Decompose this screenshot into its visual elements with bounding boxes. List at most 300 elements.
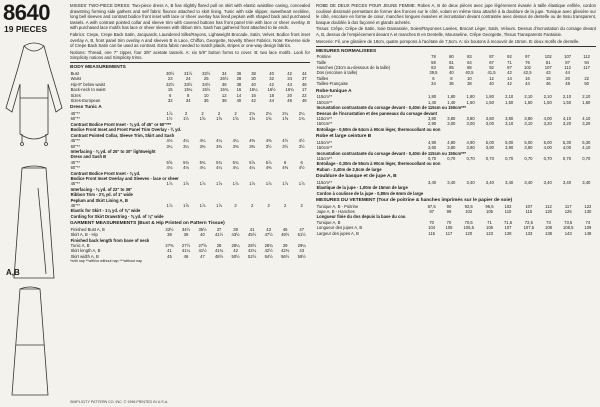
cell-value: 97 bbox=[525, 54, 530, 60]
robe-ceinture-title: Robe et large ceinture B bbox=[316, 134, 372, 140]
cell-value: 3,90 bbox=[485, 145, 494, 151]
cell-value: 3,90 bbox=[466, 145, 475, 151]
cell-value: 30 bbox=[251, 76, 256, 82]
cell-value: 15½ bbox=[202, 87, 211, 93]
dress-tunic-title: Dress Tunic A bbox=[70, 105, 102, 111]
cell-value: 3,90 bbox=[524, 145, 533, 151]
row-label: Tunique A, B bbox=[316, 219, 341, 225]
cell-value: 1⅞ bbox=[216, 202, 222, 208]
cell-value: 70 bbox=[446, 219, 452, 225]
cell-value: 88 bbox=[467, 65, 472, 71]
table-row bbox=[316, 81, 596, 86]
row-label: Bodice Front Inset and Front Panel Trim Overlay - ¾ yd. bbox=[70, 127, 182, 133]
cell-value: 42,5 bbox=[523, 70, 532, 76]
cell-value: 40 bbox=[200, 232, 205, 238]
cell-value: 3¼ bbox=[183, 143, 189, 149]
cell-value: 41 bbox=[167, 248, 172, 254]
cell-value: 50½ bbox=[231, 253, 240, 259]
cell-value: 105 bbox=[486, 208, 493, 214]
cell-value: 5,00 bbox=[524, 139, 533, 145]
cell-value: 1⅝ bbox=[282, 116, 289, 122]
cell-value: 16¼ bbox=[249, 87, 258, 93]
cell-value: 20 bbox=[565, 75, 570, 81]
cell-value: 4,10 bbox=[582, 115, 591, 121]
cell-value: 1½ bbox=[183, 116, 189, 122]
cell-value: 1,50 bbox=[562, 99, 572, 105]
cell-value: 43 bbox=[545, 70, 551, 76]
row-label: 115cm** bbox=[316, 115, 333, 121]
cell-value: 102 bbox=[523, 65, 531, 71]
row-label: Tailles-Française bbox=[316, 81, 349, 87]
row-label: Longueur finie du dos depuis la base du cou bbox=[316, 214, 406, 220]
garment-measurements-table bbox=[70, 227, 310, 259]
cell-value: 5¾ bbox=[216, 159, 222, 165]
doublure-title: Doublure de basque et de jupe A, B bbox=[316, 174, 397, 180]
cell-value: 38 bbox=[236, 81, 242, 87]
cell-value: 36 bbox=[236, 71, 242, 77]
cell-value: 2 bbox=[284, 202, 287, 208]
cell-value: 5,00 bbox=[485, 139, 494, 145]
cell-value: 44 bbox=[287, 81, 292, 87]
cell-value: 0,70 bbox=[582, 155, 591, 161]
cell-value: 47 bbox=[200, 253, 205, 259]
table-row bbox=[316, 167, 596, 172]
row-label: Jupe A, B - Hanches bbox=[316, 208, 355, 214]
cell-value: 105 bbox=[445, 225, 453, 231]
cell-value: 42 bbox=[251, 98, 256, 104]
cell-value: 14 bbox=[236, 92, 242, 98]
cell-value: 107 bbox=[525, 203, 533, 209]
mesures-vetement-table bbox=[316, 204, 596, 236]
cell-value: 120 bbox=[545, 208, 553, 214]
cell-value: 78 bbox=[431, 54, 436, 60]
cell-value: 148 bbox=[584, 230, 592, 236]
row-label: Dos (encolure à taille) bbox=[316, 70, 358, 76]
row-label: Finished back length from base of neck bbox=[70, 237, 150, 243]
cell-value: 4¼ bbox=[216, 165, 222, 171]
cell-value: 16 bbox=[251, 92, 256, 98]
cell-value: 2 bbox=[217, 111, 221, 117]
cell-value: 47 bbox=[299, 226, 305, 232]
cell-value: 4,00 bbox=[543, 115, 552, 121]
cell-value: 1,50 bbox=[505, 99, 514, 105]
row-label: 45"** bbox=[70, 138, 80, 144]
cell-value: 36 bbox=[221, 81, 227, 87]
row-label: Dessus de l'incrustation et des panneaux du corsage devant bbox=[316, 110, 437, 116]
cell-value: 96,5 bbox=[485, 203, 494, 209]
cell-value: 6 bbox=[169, 92, 172, 98]
cell-value: 1⅞ bbox=[183, 202, 189, 208]
cell-value: 34 bbox=[185, 98, 191, 104]
row-label: Dress and Sash B bbox=[70, 154, 107, 160]
cell-value: 32½ bbox=[166, 81, 175, 87]
cell-value: 133 bbox=[525, 230, 533, 236]
cell-value: 48 bbox=[301, 98, 307, 104]
cell-value: 109 bbox=[584, 225, 592, 231]
row-label: Sizes-European bbox=[70, 98, 101, 104]
cell-value: 117 bbox=[445, 230, 453, 236]
cell-value: 38 bbox=[167, 232, 172, 238]
cell-value: 85 bbox=[449, 65, 454, 71]
row-label: Ruban - 2,40m de 2,5cm de large bbox=[316, 166, 382, 172]
table-row bbox=[316, 191, 596, 196]
cell-value: 3,00 bbox=[485, 121, 494, 127]
cell-value: 0,70 bbox=[562, 155, 572, 161]
cell-value: 42¼ bbox=[248, 248, 257, 254]
cell-value: 50 bbox=[584, 81, 589, 87]
cell-value: 32 bbox=[167, 98, 173, 104]
cell-value: 87 bbox=[565, 59, 570, 65]
cell-value: 3,80 bbox=[466, 115, 475, 121]
cell-value: 1,80 bbox=[427, 94, 437, 100]
cell-value: 115 bbox=[525, 208, 533, 214]
cell-value: 15 bbox=[167, 87, 173, 93]
cell-value: 3,40 bbox=[505, 179, 514, 185]
cell-value: 1⅞ bbox=[183, 181, 189, 187]
cell-value: 40,5 bbox=[465, 70, 474, 76]
cell-value: 3½ bbox=[265, 143, 272, 149]
cell-value: 102 bbox=[465, 208, 473, 214]
cell-value: 28¼ bbox=[231, 243, 240, 248]
cell-value: 1⅞ bbox=[166, 181, 173, 187]
cell-value: 3½ bbox=[282, 143, 289, 149]
cell-value: 49½ bbox=[281, 232, 290, 238]
cell-value: 32½ bbox=[202, 71, 211, 77]
row-label: Elastique de la jupe - 1,00m de 15mm de large bbox=[316, 185, 408, 191]
cell-value: 1,50 bbox=[543, 99, 552, 105]
cell-value: 27⅝ bbox=[198, 243, 207, 248]
cell-value: 87,5 bbox=[427, 203, 436, 209]
cell-value: 42 bbox=[507, 70, 512, 76]
row-label: 150cm** bbox=[316, 121, 333, 127]
row-label: Taille bbox=[316, 59, 327, 65]
cell-value: 106 bbox=[486, 225, 493, 231]
cell-value: 107 bbox=[544, 65, 552, 71]
cell-value: 22 bbox=[301, 92, 307, 98]
cell-value: 1⅞ bbox=[298, 181, 305, 187]
cell-value: 105,5 bbox=[463, 225, 474, 231]
row-label: Tunique A, B - Poitrine bbox=[316, 203, 359, 209]
cell-value: 31½ bbox=[184, 71, 193, 77]
cell-value: 44 bbox=[301, 71, 307, 77]
cell-value: 115 bbox=[428, 230, 435, 236]
cell-value: 38 bbox=[467, 81, 472, 87]
cell-value: 108,5 bbox=[562, 225, 574, 231]
row-label: 150cm** bbox=[316, 99, 333, 105]
row-label: Interfacing - ⅜ yd. of 22" to 36" bbox=[70, 186, 133, 192]
cell-value: 1⅞ bbox=[232, 181, 239, 187]
row-label: Skirt length A, B bbox=[70, 248, 101, 254]
cell-value: 102 bbox=[544, 54, 552, 60]
cell-value: 1⅞ bbox=[249, 181, 256, 187]
row-label: 115cm** bbox=[316, 179, 333, 185]
cell-value: 34 bbox=[287, 76, 292, 82]
cell-value: 12 bbox=[489, 75, 494, 81]
cell-value: 58½ bbox=[297, 253, 306, 259]
cell-value: 6 bbox=[432, 75, 435, 81]
body-measurements-table bbox=[70, 71, 310, 103]
cell-value: 83 bbox=[467, 54, 472, 60]
cell-value: 56½ bbox=[281, 253, 290, 259]
cell-value: 3,80 bbox=[447, 145, 456, 151]
row-label: 115cm** bbox=[316, 155, 333, 161]
cell-value: 40 bbox=[236, 98, 242, 104]
cell-value: 1⅞ bbox=[216, 181, 222, 187]
cell-value: 43 bbox=[299, 248, 305, 254]
cell-value: 1¾ bbox=[298, 116, 305, 122]
row-label: Hip-9" below waist bbox=[70, 81, 105, 87]
robe-ceinture-table bbox=[316, 140, 596, 172]
cell-value: 102 bbox=[504, 203, 512, 209]
row-label: Incrustation contrastante du corsage devant - 0,40m de 115cm ou 150cm*** bbox=[316, 150, 467, 156]
cell-value: 16½ bbox=[267, 87, 276, 93]
cell-value: 4,90 bbox=[466, 139, 475, 145]
cell-value: 5,00 bbox=[505, 139, 514, 145]
row-label: Largeur des jupes A, B bbox=[316, 230, 359, 236]
cell-value: 22 bbox=[584, 75, 589, 81]
cell-value: 1⅞ bbox=[282, 181, 289, 187]
cell-value: 41¾ bbox=[214, 248, 224, 254]
row-label: 115cm** bbox=[316, 139, 333, 145]
cell-value: 5¾ bbox=[232, 159, 239, 165]
cell-value: 112 bbox=[583, 54, 590, 60]
cell-value: 2,10 bbox=[524, 94, 533, 100]
cell-value: 1,60 bbox=[582, 99, 591, 105]
cell-value: 29 bbox=[282, 243, 288, 248]
cell-value: 3½ bbox=[298, 143, 305, 149]
cell-value: 104 bbox=[428, 225, 436, 231]
cell-value: 71 bbox=[507, 59, 512, 65]
cell-value: 76 bbox=[525, 59, 530, 65]
cell-value: 44 bbox=[565, 70, 570, 76]
pattern-number: 8640 bbox=[3, 0, 50, 25]
cell-value: 5⅞ bbox=[265, 159, 272, 165]
cell-value: 4¼ bbox=[232, 138, 239, 144]
cell-value: 4⅜ bbox=[265, 165, 272, 171]
cell-value: 73,5 bbox=[564, 219, 573, 225]
cell-value: 41½ bbox=[214, 232, 224, 238]
cell-value: 4¼ bbox=[216, 138, 222, 144]
line-drawing-tunic-back bbox=[2, 38, 66, 288]
cell-value: 4⅛ bbox=[183, 165, 189, 171]
row-label: 45"** bbox=[70, 202, 80, 208]
cell-value: 1⅞ bbox=[265, 181, 272, 187]
cell-value: 29¼ bbox=[297, 243, 306, 248]
cell-value: 34 bbox=[221, 71, 227, 77]
cell-value: 27½ bbox=[181, 243, 191, 248]
cell-value: 1⅞ bbox=[199, 181, 206, 187]
cell-value: 3,20 bbox=[543, 121, 552, 127]
cell-value: 3,00 bbox=[466, 121, 475, 127]
cell-value: 20 bbox=[287, 92, 292, 98]
cell-value: 15¾ bbox=[220, 87, 229, 93]
cell-value: 74 bbox=[585, 219, 591, 225]
cell-value: 8 bbox=[187, 92, 190, 98]
cell-value: 46 bbox=[301, 81, 307, 87]
cell-value: 92,5 bbox=[464, 203, 473, 209]
cell-value: 2,10 bbox=[562, 94, 572, 100]
cell-value: 108 bbox=[545, 225, 553, 231]
cell-value: 16¾ bbox=[285, 87, 294, 93]
cell-value: 27⅜ bbox=[165, 243, 174, 248]
cell-value: 3,60 bbox=[427, 145, 437, 151]
cell-value: 4¼ bbox=[199, 165, 206, 171]
cell-value: 0,70 bbox=[505, 155, 514, 161]
cell-value: 46 bbox=[183, 253, 189, 259]
cell-value: 4⅜ bbox=[249, 138, 256, 144]
cell-value: 40 bbox=[251, 81, 256, 87]
row-label: Ribbon Trim - 2⅝ yd. of 1" wide bbox=[70, 192, 133, 198]
cell-value: 3,40 bbox=[543, 179, 552, 185]
cell-value: 33½ bbox=[184, 81, 193, 87]
footnote: *with nap **with/or without nap ***without nap bbox=[70, 259, 143, 264]
cell-value: 99 bbox=[446, 208, 452, 214]
cell-value: 3⅜ bbox=[249, 143, 256, 149]
cell-value: 1⅝ bbox=[249, 116, 256, 122]
cell-value: 42½ bbox=[264, 248, 273, 254]
cell-value: 3⅜ bbox=[199, 143, 206, 149]
mesures-normalisees-table bbox=[316, 54, 596, 86]
cell-value: 24 bbox=[185, 76, 191, 82]
body-measurements-title: BODY MEASUREMENTS bbox=[70, 65, 126, 71]
row-label: Bodice Front Inset Overlay and Sleeves - lace or sheer bbox=[70, 175, 179, 181]
cell-value: 2¼ bbox=[298, 111, 305, 117]
cell-value: 87 bbox=[489, 54, 494, 60]
row-label: 45"** bbox=[70, 111, 80, 117]
cell-value: 122 bbox=[584, 203, 592, 209]
cell-value: 71 bbox=[487, 219, 492, 225]
cell-value: 3,40 bbox=[562, 179, 572, 185]
cell-value: 39 bbox=[233, 226, 238, 232]
row-label: Back-neck to waist bbox=[70, 87, 106, 93]
row-label: Waist bbox=[70, 76, 81, 82]
cell-value: 92 bbox=[489, 65, 494, 71]
cell-value: 8 bbox=[450, 75, 453, 81]
cell-value: 2⅛ bbox=[265, 111, 272, 117]
cell-value: 18 bbox=[545, 75, 551, 81]
cell-value: 125 bbox=[564, 208, 572, 214]
cell-value: 97 bbox=[507, 65, 512, 71]
cell-value: 128 bbox=[504, 230, 512, 236]
cell-value: 0,70 bbox=[524, 155, 533, 161]
cell-value: 3,90 bbox=[505, 145, 514, 151]
cell-value: 28¾ bbox=[264, 243, 273, 248]
cell-value: 117 bbox=[583, 65, 590, 71]
cell-value: 48 bbox=[565, 81, 570, 87]
cell-value: 3,10 bbox=[524, 121, 533, 127]
cell-value: 1,50 bbox=[466, 99, 475, 105]
table-row bbox=[316, 127, 596, 132]
cell-value: 25 bbox=[203, 76, 209, 82]
table-row bbox=[70, 214, 310, 219]
cell-value: 5⅝ bbox=[166, 159, 173, 165]
cell-value: 10 bbox=[203, 92, 209, 98]
row-label: Hanches (23cm au-dessous de la taille) bbox=[316, 65, 391, 71]
cell-value: 73 bbox=[546, 219, 551, 225]
cell-value: 18 bbox=[269, 92, 274, 98]
cell-value: 41 bbox=[249, 226, 255, 232]
cell-value: 4¼ bbox=[232, 165, 239, 171]
cell-value: 1,80 bbox=[447, 94, 456, 100]
row-label: Incrustation contrastante du corsage devant - 0,40m de 115cm ou 150cm*** bbox=[316, 105, 467, 111]
cell-value: 44 bbox=[525, 81, 530, 87]
cell-value: 34½ bbox=[202, 81, 211, 87]
cell-value: 5,30 bbox=[582, 139, 591, 145]
cell-value: 2¼ bbox=[282, 111, 289, 117]
cell-value: 34½ bbox=[181, 226, 191, 232]
cell-value: 12 bbox=[221, 92, 227, 98]
cell-value: 46 bbox=[545, 81, 551, 87]
cell-value: 94 bbox=[584, 59, 589, 65]
cell-value: 2⅛ bbox=[249, 111, 256, 117]
cell-value: 0,70 bbox=[466, 155, 475, 161]
cell-value: 61 bbox=[449, 59, 454, 65]
cell-value: 42 bbox=[269, 81, 274, 87]
cell-value: 4,90 bbox=[427, 139, 437, 145]
cell-value: 4⅜ bbox=[265, 138, 272, 144]
cell-value: 123 bbox=[486, 230, 493, 236]
cell-value: 4,90 bbox=[447, 139, 456, 145]
french-fabrics: Tissus: Crêpe, Crêpe de Satin, Soie Damassée, Soies/Rayonnes Lavées, Brocart Léger, Satin, Velours. Dessus d'incrustation du corsage devant A, B, dessus de l'empiècement devant A et manches B en Dentelle, Mousseline, Crêpe Georgette, Tissus Transparents Fantaisie. bbox=[316, 26, 596, 37]
cell-value: 40 bbox=[269, 71, 274, 77]
row-label: 60"** bbox=[70, 116, 80, 122]
cell-value: 4,10 bbox=[582, 145, 591, 151]
cell-value: 3,40 bbox=[466, 179, 475, 185]
cell-value: 42 bbox=[507, 81, 512, 87]
row-label: 60"** bbox=[70, 143, 80, 149]
english-column bbox=[70, 3, 310, 265]
cell-value: 3,10 bbox=[505, 121, 514, 127]
robe-tunique-table bbox=[316, 94, 596, 132]
row-label: Longueur des jupes A, B bbox=[316, 225, 363, 231]
cell-value: 36 bbox=[449, 81, 454, 87]
cell-value: 4½ bbox=[282, 138, 289, 144]
cell-value: 4⅛ bbox=[166, 165, 173, 171]
cell-value: 16 bbox=[525, 75, 530, 81]
row-label: Cordon à coulisse de la jupe - 0,80m de 6mm de large bbox=[316, 190, 424, 196]
cell-value: 4,00 bbox=[543, 145, 552, 151]
cell-value: 38 bbox=[221, 98, 227, 104]
cell-value: 35½ bbox=[198, 226, 207, 232]
cell-value: 92 bbox=[507, 54, 512, 60]
french-column bbox=[316, 3, 596, 236]
row-label: Sizes bbox=[70, 92, 81, 98]
cell-value: 2,10 bbox=[543, 94, 552, 100]
cell-value: 4½ bbox=[298, 165, 305, 171]
cell-value: 4½ bbox=[298, 138, 305, 144]
cell-value: 107,5 bbox=[523, 225, 535, 231]
cell-value: 2 bbox=[267, 202, 270, 208]
cell-value: 3,80 bbox=[505, 115, 514, 121]
cell-value: 2 bbox=[300, 202, 303, 208]
cell-value: 58 bbox=[431, 59, 436, 65]
english-description: MISSES' TWO-PIECE DRESS: Two-piece dress A, B has slightly flared pull on skirt with elastic waistline casing, concealed drawstring forming side gathers and self fabric flounce attached to skirt lining. Tunic with side slipper, sweetheart neckline, long bell sleeves and contrast bodice front inset with lace or sheer overlay has lined peplum with shaped back and purchased tassels. A with contrast pointed collar and sleeve trim with covered buttons has front panel trim with lace or sheer overlay. B with purchased lace motifs has lace or sheer sleeves with ribbon trim. Sash has gathered front attached to tie ends. bbox=[70, 3, 310, 31]
cell-value: 5,30 bbox=[562, 139, 572, 145]
cell-value: 45½ bbox=[248, 232, 257, 238]
cell-value: 1½ bbox=[166, 116, 173, 122]
cell-value: 107 bbox=[504, 225, 512, 231]
cell-value: 3,80 bbox=[524, 115, 533, 121]
cell-value: 83 bbox=[431, 65, 436, 71]
cell-value: 5¾ bbox=[199, 159, 206, 165]
cell-value: 3,80 bbox=[447, 115, 456, 121]
row-label: 115cm** bbox=[316, 94, 333, 100]
cell-value: 97 bbox=[429, 208, 434, 214]
doublure-table bbox=[316, 180, 596, 196]
row-label: Bust bbox=[70, 71, 79, 77]
cell-value: 1,80 bbox=[485, 94, 494, 100]
figure-label-ab-top: A,B bbox=[6, 268, 20, 277]
